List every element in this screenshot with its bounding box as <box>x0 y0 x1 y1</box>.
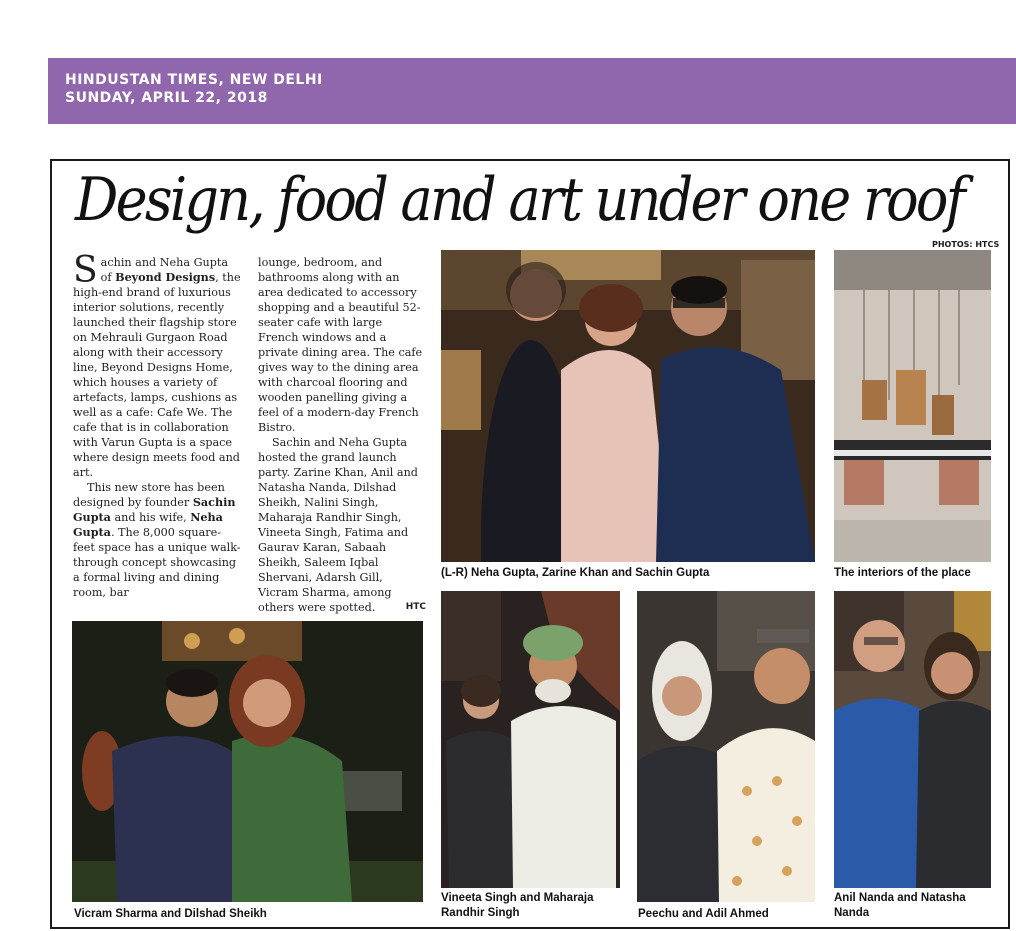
caption-anil: Anil Nanda and Natasha Nanda <box>834 892 966 919</box>
paragraph-1: Sachin and Neha Gupta of Beyond Designs, the high-end brand of luxurious interior solutions, recently launched their flagship store on Mehrauli Gurgaon Road along with their accessory line, Beyond Designs Home, which houses a variety of artefacts, lamps, cushions as well as a cafe: Cafe We. The cafe that is in collaboration with Varun Gupta is a space where design meets food and art. <box>73 250 241 479</box>
byline-signature: HTC <box>405 602 426 612</box>
article-column-1 <box>73 250 241 600</box>
paragraph-3: lounge, bedroom, and bathrooms along with an area dedicated to accessory shopping and a beautiful 52-seater cafe with large French windows and a private dining area. The cafe gives way to the dining area with charcoal flooring and wooden panelling giving a feel of a modern-day French Bistro. <box>258 256 423 434</box>
photo-credit: PHOTOS: HTCS <box>932 240 1000 249</box>
caption-vicram: Vicram Sharma and Dilshad Sheikh <box>74 908 267 920</box>
interiors-photo <box>834 250 991 562</box>
vicram-dilshad-photo <box>72 621 423 902</box>
headline: Design, food and art under one roof <box>75 165 964 235</box>
caption-peechu: Peechu and Adil Ahmed <box>638 908 769 920</box>
main-group-photo <box>441 250 815 562</box>
caption-interiors: The interiors of the place <box>834 567 971 579</box>
drop-cap: S <box>73 250 98 291</box>
peechu-adil-photo <box>637 591 815 902</box>
anil-natasha-photo <box>834 591 991 888</box>
vineeta-randhir-photo <box>441 591 620 888</box>
caption-main: (L-R) Neha Gupta, Zarine Khan and Sachin Gupta <box>441 567 710 579</box>
publication-date: SUNDAY, APRIL 22, 2018 <box>65 90 268 106</box>
paragraph-4: Sachin and Neha Gupta hosted the grand launch party. Zarine Khan, Anil and Natasha Nanda, Dilshad Sheikh, Nalini Singh, Maharaja Randhir Singh, Vineeta Singh, Fatima and Gaurav Karan, Sabaah Sheikh, Saleem Iqbal Shervani, Adarsh Gill, Vicram Sharma, among others were spotted. HTC <box>258 436 426 614</box>
paragraph-2: This new store has been designed by founder Sachin Gupta and his wife, Neha Gupta. The 8,000 square-feet space has a unique walk-through concept showcasing a formal living and dining room, bar <box>73 481 241 599</box>
publication-name: HINDUSTAN TIMES, NEW DELHI <box>65 72 323 88</box>
brand-name: Beyond Designs <box>115 270 216 284</box>
caption-vineeta: Vineeta Singh and Maharaja Randhir Singh <box>441 892 594 919</box>
masthead-banner <box>48 58 1016 124</box>
article-column-2 <box>258 255 424 615</box>
